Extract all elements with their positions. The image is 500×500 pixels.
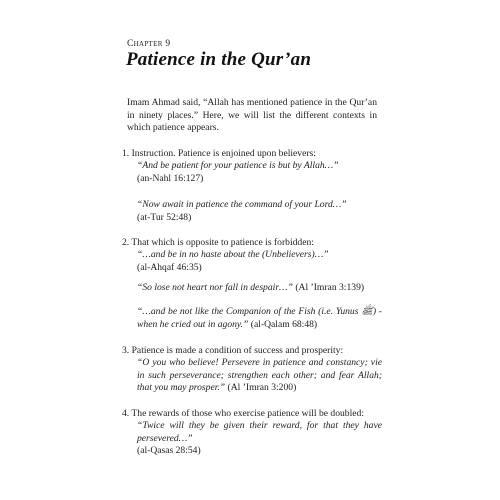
quote-ref: (an-Nahl 16:127)	[137, 172, 204, 184]
item-2-heading: 2. That which is opposite to patience is forbidden:	[122, 237, 314, 248]
item-1-quote-2	[137, 199, 382, 224]
item-2-quote-2	[137, 282, 382, 295]
quote-text: “O you who believe! Persevere in patience and constancy; vie in such perseverance; strengthen each other; and fear Allah; that you may prosper.”	[137, 357, 382, 394]
item-1-quote-1	[137, 160, 382, 185]
quote-ref: (at-Tur 52:48)	[137, 211, 192, 223]
item-1-heading: 1. Instruction. Patience is enjoined upon believers:	[122, 148, 316, 159]
chapter-label: Chapter 9	[127, 39, 171, 49]
quote-text: “And be patient for your patience is but by Allah…”	[137, 160, 339, 171]
quote-ref: (al-Ahqaf 46:35)	[137, 261, 202, 273]
quote-text: “So lose not heart nor fall in despair…”	[137, 282, 293, 293]
quote-ref: (Al ’Imran 3:200)	[227, 382, 297, 394]
chapter-title: Patience in the Qur’an	[126, 49, 312, 70]
intro-paragraph: Imam Ahmad said, “Allah has mentioned patience in the Qur’an in ninety places.” Here, we will list the different contexts in which patience appears.	[127, 97, 377, 134]
item-3-heading: 3. Patience is made a condition of success and prosperity:	[122, 345, 344, 356]
quote-ref: (al-Qalam 68:48)	[250, 318, 318, 330]
quote-text: “Now await in patience the command of your Lord…”	[137, 199, 347, 210]
item-4-heading: 4. The rewards of those who exercise patience will be doubled:	[122, 408, 364, 419]
item-2-quote-1	[137, 249, 382, 274]
quote-text: “…and be in no haste about the (Unbelievers)…”	[137, 249, 329, 260]
quote-ref: (Al ’Imran 3:139)	[295, 282, 365, 293]
item-4-quote-1	[137, 420, 382, 458]
quote-text: “…and be not like the Companion of the Fish (i.e. Yunus ﷺ) - when he cried out in agony.”	[137, 306, 382, 330]
item-3-quote-1	[137, 357, 382, 395]
quote-ref: (al-Qasas 28:54)	[137, 445, 201, 457]
quote-text: “Twice will they be given their reward, for that they have persevered…”	[137, 420, 382, 444]
item-2-quote-3	[137, 306, 382, 331]
